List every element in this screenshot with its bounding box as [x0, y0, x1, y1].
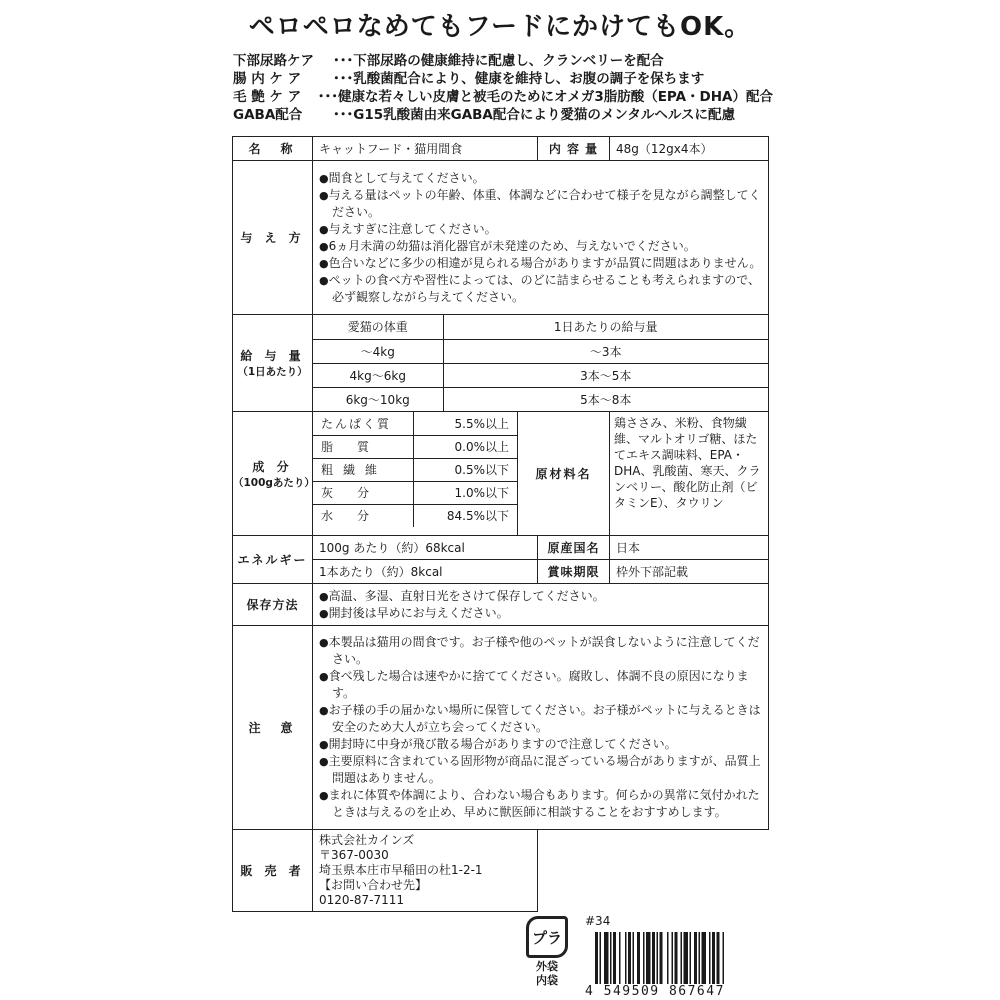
amount-label-text: 給 与 量	[240, 349, 305, 363]
nutrient-value: 84.5%以下	[413, 504, 517, 527]
caution-item: ● まれに体質や体調により、合わない場合もあります。何らかの異常に気付かれたときは与えるのを止め、早めに獣医師に相談することをおすすめします。	[319, 787, 762, 821]
nutrition-table	[313, 412, 517, 527]
caution-label: 注 意	[233, 626, 313, 830]
feeding-item: ● 間食として与えてください。	[319, 170, 762, 187]
feature-desc: ･･･健康な若々しい皮膚と被毛のためにオメガ3脂肪酸（EPA・DHA）配合	[317, 89, 773, 105]
seller-postal: 〒367-0030	[319, 848, 389, 862]
caution-list	[313, 631, 768, 824]
energy-per-stick: 1本あたり（約）8kcal	[313, 560, 538, 584]
recycle-inner-label: 内袋	[536, 974, 558, 987]
seller-contact-label: 【お問い合わせ先】	[319, 878, 428, 892]
feature-desc: ･･･G15乳酸菌由来GABA配合により愛猫のメンタルヘルスに配慮	[333, 107, 735, 123]
feeding-item: ● 与える量はペットの年齢、体重、体調などに合わせて様子を見ながら調整してください。	[319, 187, 762, 221]
amount-qty: 3本〜5本	[443, 363, 768, 387]
caution-item: ● 食べ残した場合は速やかに捨ててください。腐敗し、体調不良の原因になります。	[319, 668, 762, 702]
energy-per-100g: 100g あたり（約）68kcal	[313, 536, 538, 560]
seller-company: 株式会社カインズ	[319, 833, 415, 847]
nutrient-value: 1.0%以下	[413, 481, 517, 504]
product-code: #34	[585, 914, 611, 928]
nutrient-value: 0.5%以下	[413, 458, 517, 481]
feeding-list	[313, 167, 768, 309]
feature-desc: ･･･下部尿路の健康維持に配慮し、クランベリーを配合	[333, 53, 664, 69]
nutrition-label-sub: （100gあたり）	[233, 476, 315, 489]
amount-head-qty: 1日あたりの給与量	[443, 315, 768, 339]
seller-label: 販 売 者	[233, 830, 313, 912]
content-value: 48g（12gx4本）	[610, 137, 769, 161]
feature-label: 毛 艶 ケ ア	[233, 89, 302, 105]
expiry-label: 賞味期限	[538, 560, 610, 584]
recycle-mark-block	[522, 916, 572, 996]
caution-item: ● お子様の手の届かない場所に保管してください。お子様がペットに与えるときは安全のため大人が立ち会ってください。	[319, 702, 762, 736]
feature-list	[233, 52, 773, 124]
nutrition-label-text: 成 分	[252, 459, 293, 474]
ingredients-value: 鶏ささみ、米粉、食物繊維、マルトオリゴ糖、ほたてエキス調味料、EPA・DHA、乳酸菌、寒天、クランベリー、酸化防止剤（ビタミンE）、タウリン	[614, 416, 761, 510]
storage-label: 保存方法	[233, 584, 313, 626]
barcode-block	[585, 914, 770, 998]
recycle-outer-label: 外袋	[536, 960, 558, 973]
amount-qty: 〜3本	[443, 339, 768, 363]
feeding-label: 与 え 方	[233, 161, 313, 315]
origin-label: 原産国名	[538, 536, 610, 560]
storage-item: ● 高温、多湿、直射日光をさけて保存してください。	[319, 588, 762, 605]
amount-weight: 6kg〜10kg	[313, 387, 443, 411]
expiry-value: 枠外下部記載	[610, 560, 769, 584]
origin-value: 日本	[610, 536, 769, 560]
amount-head-weight: 愛猫の体重	[313, 315, 443, 339]
feature-item	[233, 52, 773, 70]
nutrient-name: 水 分	[313, 504, 413, 527]
storage-item: ● 開封後は早めにお与えください。	[319, 605, 762, 622]
product-spec-table	[232, 136, 769, 912]
amount-weight: 〜4kg	[313, 339, 443, 363]
caution-item: ● 開封時に中身が飛び散る場合がありますので注意してください。	[319, 736, 762, 753]
name-label: 名 称	[233, 137, 313, 161]
amount-qty: 5本〜8本	[443, 387, 768, 411]
feeding-item: ● 色合いなどに多少の相違が見られる場合がありますが品質に問題はありません。	[319, 255, 762, 272]
feeding-item: ● 6ヵ月未満の幼猫は消化器官が未発達のため、与えないでください。	[319, 238, 762, 255]
content-label: 内 容 量	[538, 137, 610, 161]
caution-item: ● 主要原料に含まれている固形物が商品に混ざっている場合がありますが、品質上問題はありません。	[319, 753, 762, 787]
energy-label: エネルギー	[233, 536, 313, 584]
feature-item	[233, 88, 773, 106]
headline: ペロペロなめてもフードにかけてもOK。	[248, 12, 752, 42]
plastic-recycle-icon	[526, 916, 568, 958]
feature-label: 腸 内 ケ ア	[233, 71, 302, 87]
nutrient-value: 5.5%以上	[413, 412, 517, 435]
feature-desc: ･･･乳酸菌配合により、健康を維持し、お腹の調子を保ちます	[333, 71, 705, 87]
feature-item	[233, 70, 773, 88]
feature-label: 下部尿路ケア	[233, 53, 314, 69]
caution-item: ● 本製品は猫用の間食です。お子様や他のペットが誤食しないように注意してください。	[319, 634, 762, 668]
nutrient-value: 0.0%以上	[413, 435, 517, 458]
feeding-item: ● 与えすぎに注意してください。	[319, 221, 762, 238]
nutrition-label	[233, 412, 313, 536]
amount-label	[233, 315, 313, 412]
amount-table	[313, 315, 768, 411]
ingredients-label: 原材料名	[518, 412, 610, 536]
barcode-digits: 4 549509 867647	[585, 984, 725, 999]
recycle-mark-text: プラ	[531, 928, 562, 947]
amount-label-sub: （1日あたり）	[237, 366, 308, 378]
nutrient-name: たんぱく質	[313, 412, 413, 435]
nutrient-name: 灰 分	[313, 481, 413, 504]
storage-list	[313, 585, 768, 625]
seller-info	[313, 830, 538, 912]
feeding-item: ● ペットの食べ方や習性によっては、のどに詰まらせることも考えられますので、必ず観察しながら与えてください。	[319, 272, 762, 306]
seller-phone: 0120-87-7111	[319, 893, 405, 907]
empty-cell	[538, 830, 769, 912]
name-value: キャットフード・猫用間食	[313, 137, 538, 161]
nutrient-name: 粗繊維	[313, 458, 413, 481]
amount-weight: 4kg〜6kg	[313, 363, 443, 387]
feature-label: GABA配合	[233, 107, 303, 123]
feature-item	[233, 106, 773, 124]
seller-address: 埼玉県本庄市早稲田の杜1-2-1	[319, 863, 483, 877]
barcode-icon	[595, 932, 765, 984]
nutrient-name: 脂 質	[313, 435, 413, 458]
